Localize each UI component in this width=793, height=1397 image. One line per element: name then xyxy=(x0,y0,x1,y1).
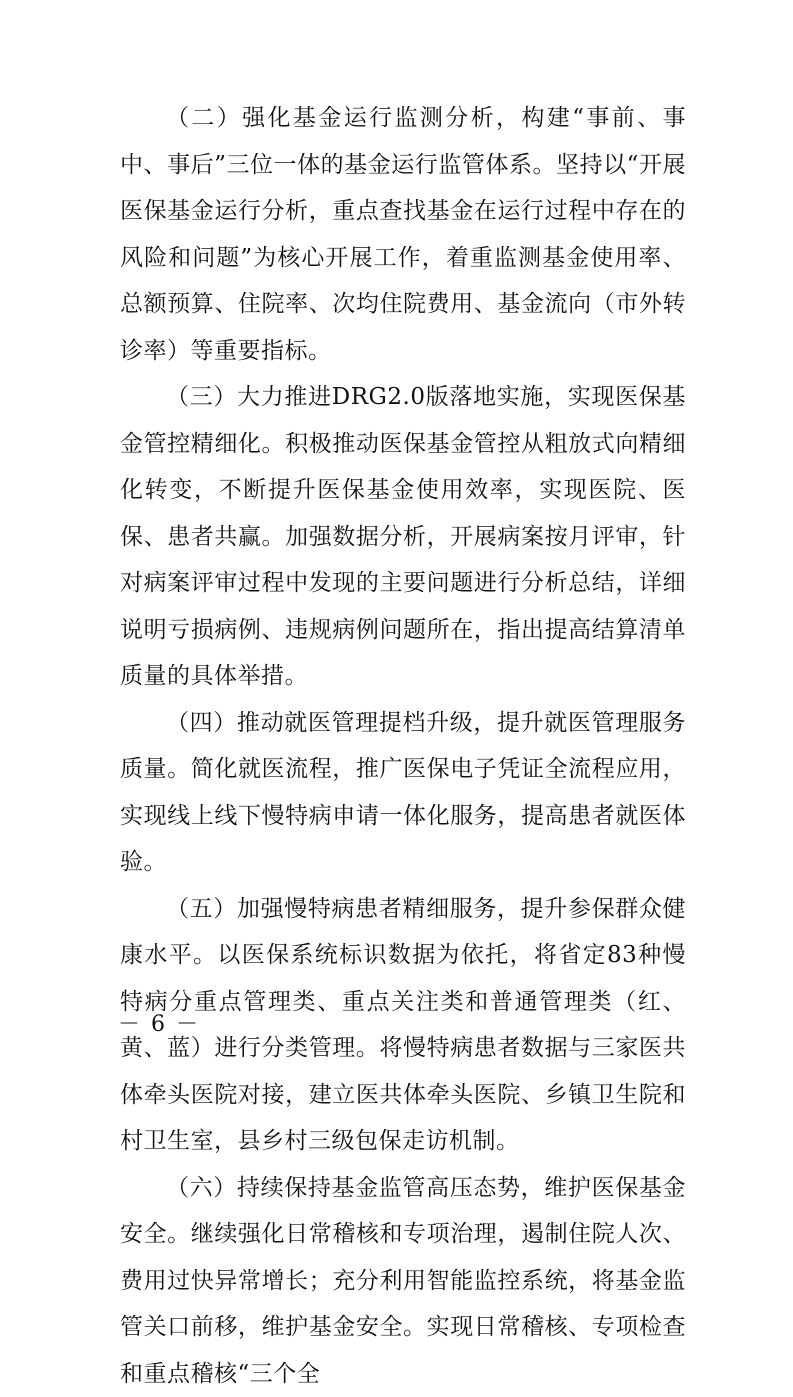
paragraph-6: （六）持续保持基金监管高压态势，维护医保基金安全。继续强化日常稽核和专项治理，遏制住院人次、费用过快异常增长；充分利用智能监控系统，将基金监管关口前移，维护基金安全。实现日常稽核、专项检查和重点稽核“三个全 xyxy=(120,1165,686,1397)
document-body xyxy=(120,95,686,1397)
page-number: － 6 － xyxy=(118,1012,200,1038)
paragraph-5: （五）加强慢特病患者精细服务，提升参保群众健康水平。以医保系统标识数据为依托，将省定83种慢特病分重点管理类、重点关注类和普通管理类（红、黄、蓝）进行分类管理。将慢特病患者数据与三家医共体牵头医院对接，建立医共体牵头医院、乡镇卫生院和村卫生室，县乡村三级包保走访机制。 xyxy=(120,886,686,1165)
paragraph-4: （四）推动就医管理提档升级，提升就医管理服务质量。简化就医流程，推广医保电子凭证全流程应用，实现线上线下慢特病申请一体化服务，提高患者就医体验。 xyxy=(120,700,686,886)
paragraph-2: （二）强化基金运行监测分析，构建“事前、事中、事后”三位一体的基金运行监管体系。坚持以“开展医保基金运行分析，重点查找基金在运行过程中存在的风险和问题”为核心开展工作，着重监测基金使用率、总额预算、住院率、次均住院费用、基金流向（市外转诊率）等重要指标。 xyxy=(120,95,686,374)
paragraph-3: （三）大力推进DRG2.0版落地实施，实现医保基金管控精细化。积极推动医保基金管控从粗放式向精细化转变，不断提升医保基金使用效率，实现医院、医保、患者共赢。加强数据分析，开展病案按月评审，针对病案评审过程中发现的主要问题进行分析总结，详细说明亏损病例、违规病例问题所在，指出提高结算清单质量的具体举措。 xyxy=(120,374,686,700)
